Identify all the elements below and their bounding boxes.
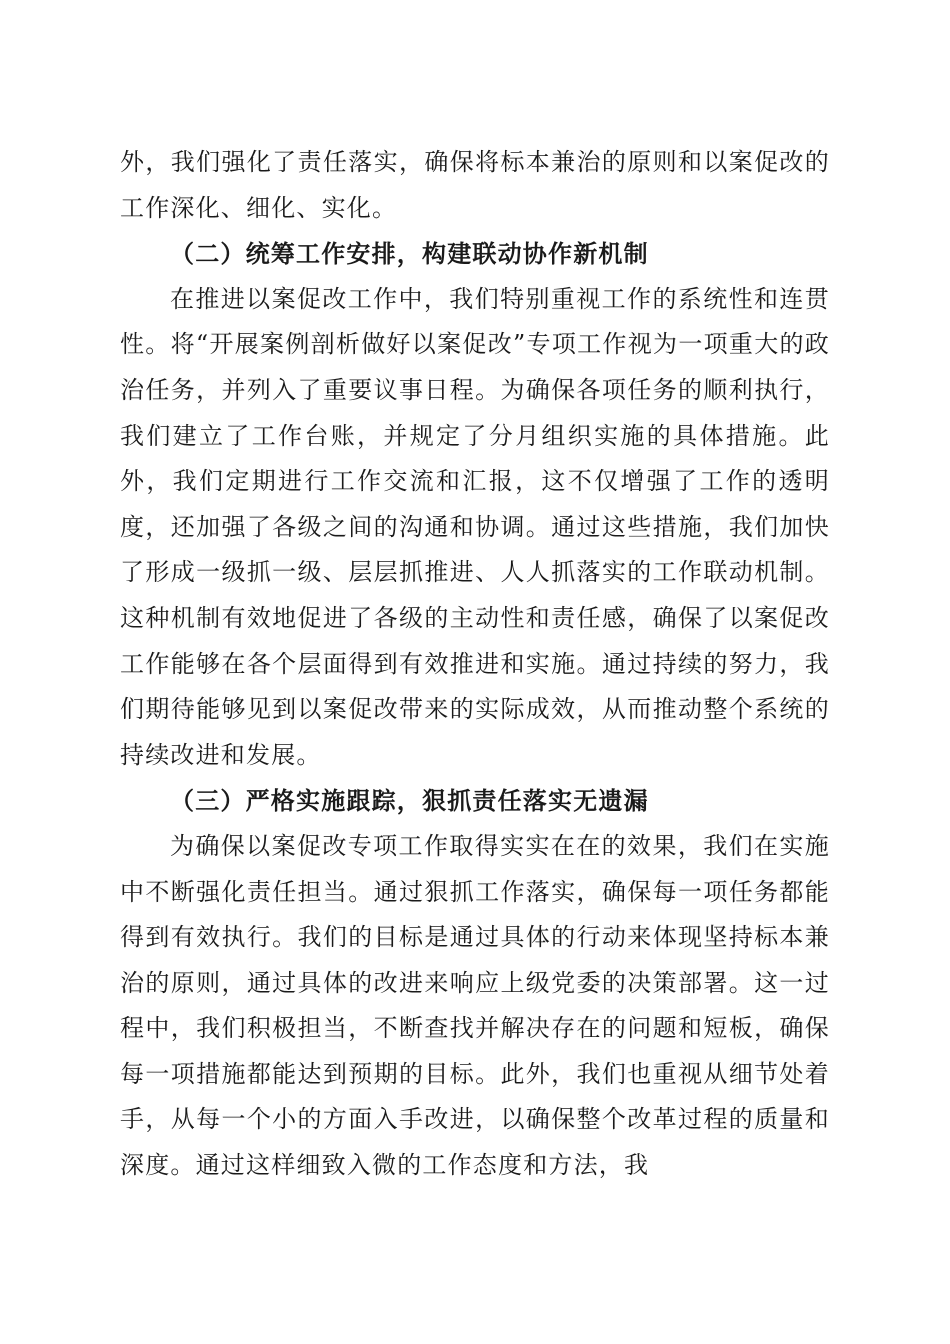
paragraph-section-3: 为确保以案促改专项工作取得实实在在的效果，我们在实施中不断强化责任担当。通过狠抓工作落实，确保每一项任务都能得到有效执行。我们的目标是通过具体的行动来体现坚持标本兼治的原则，通过具体的改进来响应上级党委的决策部署。这一过程中，我们积极担当，不断查找并解决存在的问题和短板，确保每一项措施都能达到预期的目标。此外，我们也重视从细节处着手，从每一个小的方面入手改进，以确保整个改革过程的质量和深度。通过这样细致入微的工作态度和方法，我 — [120, 831, 830, 1180]
paragraph-section-2: 在推进以案促改工作中，我们特别重视工作的系统性和连贯性。将“开展案例剖析做好以案促改”专项工作视为一项重大的政治任务，并列入了重要议事日程。为确保各项任务的顺利执行，我们建立了工作台账，并规定了分月组织实施的具体措施。此外，我们定期进行工作交流和汇报，这不仅增强了工作的透明度，还加强了各级之间的沟通和协调。通过这些措施，我们加快了形成一级抓一级、层层抓推进、人人抓落实的工作联动机制。这种机制有效地促进了各级的主动性和责任感，确保了以案促改工作能够在各个层面得到有效推进和实施。通过持续的努力，我们期待能够见到以案促改带来的实际成效，从而推动整个系统的持续改进和发展。 — [120, 284, 830, 769]
document-page — [120, 140, 830, 1189]
section-heading-2: （二）统筹工作安排，构建联动协作新机制 — [170, 239, 649, 269]
paragraph-continuation: 外，我们强化了责任落实，确保将标本兼治的原则和以案促改的工作深化、细化、实化。 — [120, 148, 830, 222]
section-heading-3: （三）严格实施跟踪，狠抓责任落实无遗漏 — [170, 786, 649, 816]
